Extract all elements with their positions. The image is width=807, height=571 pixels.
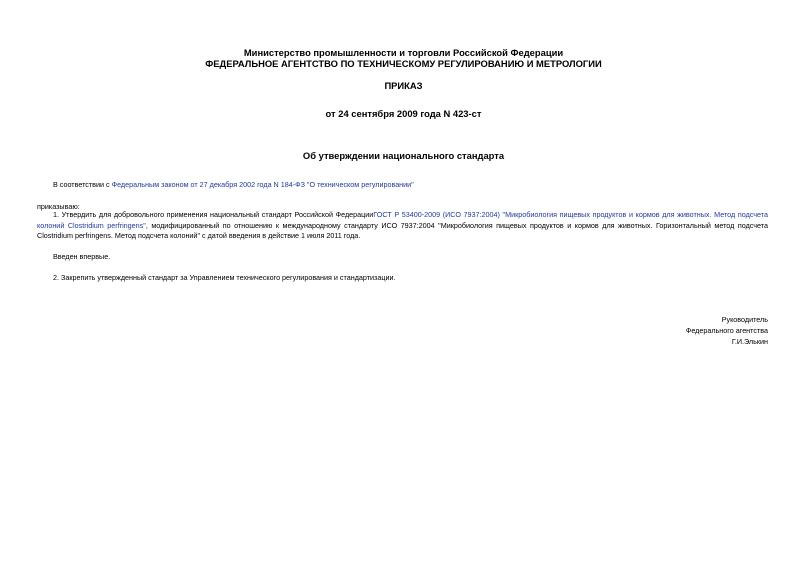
document-subject: Об утверждении национального стандарта <box>302 150 505 161</box>
item-1-paragraph <box>37 210 768 242</box>
ministry-title: Министерство промышленности и торговли Российской Федерации <box>243 47 564 58</box>
preamble-prefix: В соответствии с <box>53 180 112 189</box>
item-1-suffix: , модифицированный по отношению к международному стандарту ИСО 7937:2004 "Микробиология пищевых продуктов и кормов для животных. Горизонтальный метод подсчета Clostridium perfringens. Метод подсчета колоний" с датой введения в действие 1 июля 2011 года. <box>37 220 768 240</box>
agency-title: ФЕДЕРАЛЬНОЕ АГЕНТСТВО ПО ТЕХНИЧЕСКОМУ РЕГУЛИРОВАНИЮ И МЕТРОЛОГИИ <box>205 58 602 69</box>
signature-title-line-1: Руководитель <box>721 315 768 324</box>
gost-standard-link[interactable]: ГОСТ Р 53400-2009 (ИСО 7937:2004) "Микробиология пищевых продуктов и кормов для животных. Метод подсчета колоний Clostridium perfringens" <box>37 210 768 230</box>
item-2-paragraph: 2. Закрепить утвержденный стандарт за Управлением технического регулирования и стандартизации. <box>53 273 396 282</box>
document-type: ПРИКАЗ <box>384 80 423 91</box>
document-date-number: от 24 сентября 2009 года N 423-ст <box>325 108 482 119</box>
introduced-note: Введен впервые. <box>53 252 111 261</box>
orders-text: приказываю: <box>37 202 80 211</box>
item-1-prefix: 1. Утвердить для добровольного применения национальный стандарт Российской Федерации <box>53 210 374 219</box>
signature-name: Г.И.Элькин <box>731 337 768 346</box>
signature-title-line-2: Федерального агентства <box>685 326 768 335</box>
federal-law-link[interactable]: Федеральным законом от 27 декабря 2002 года N 184-ФЗ "О техническом регулировании" <box>111 180 414 189</box>
preamble-paragraph <box>53 180 414 190</box>
